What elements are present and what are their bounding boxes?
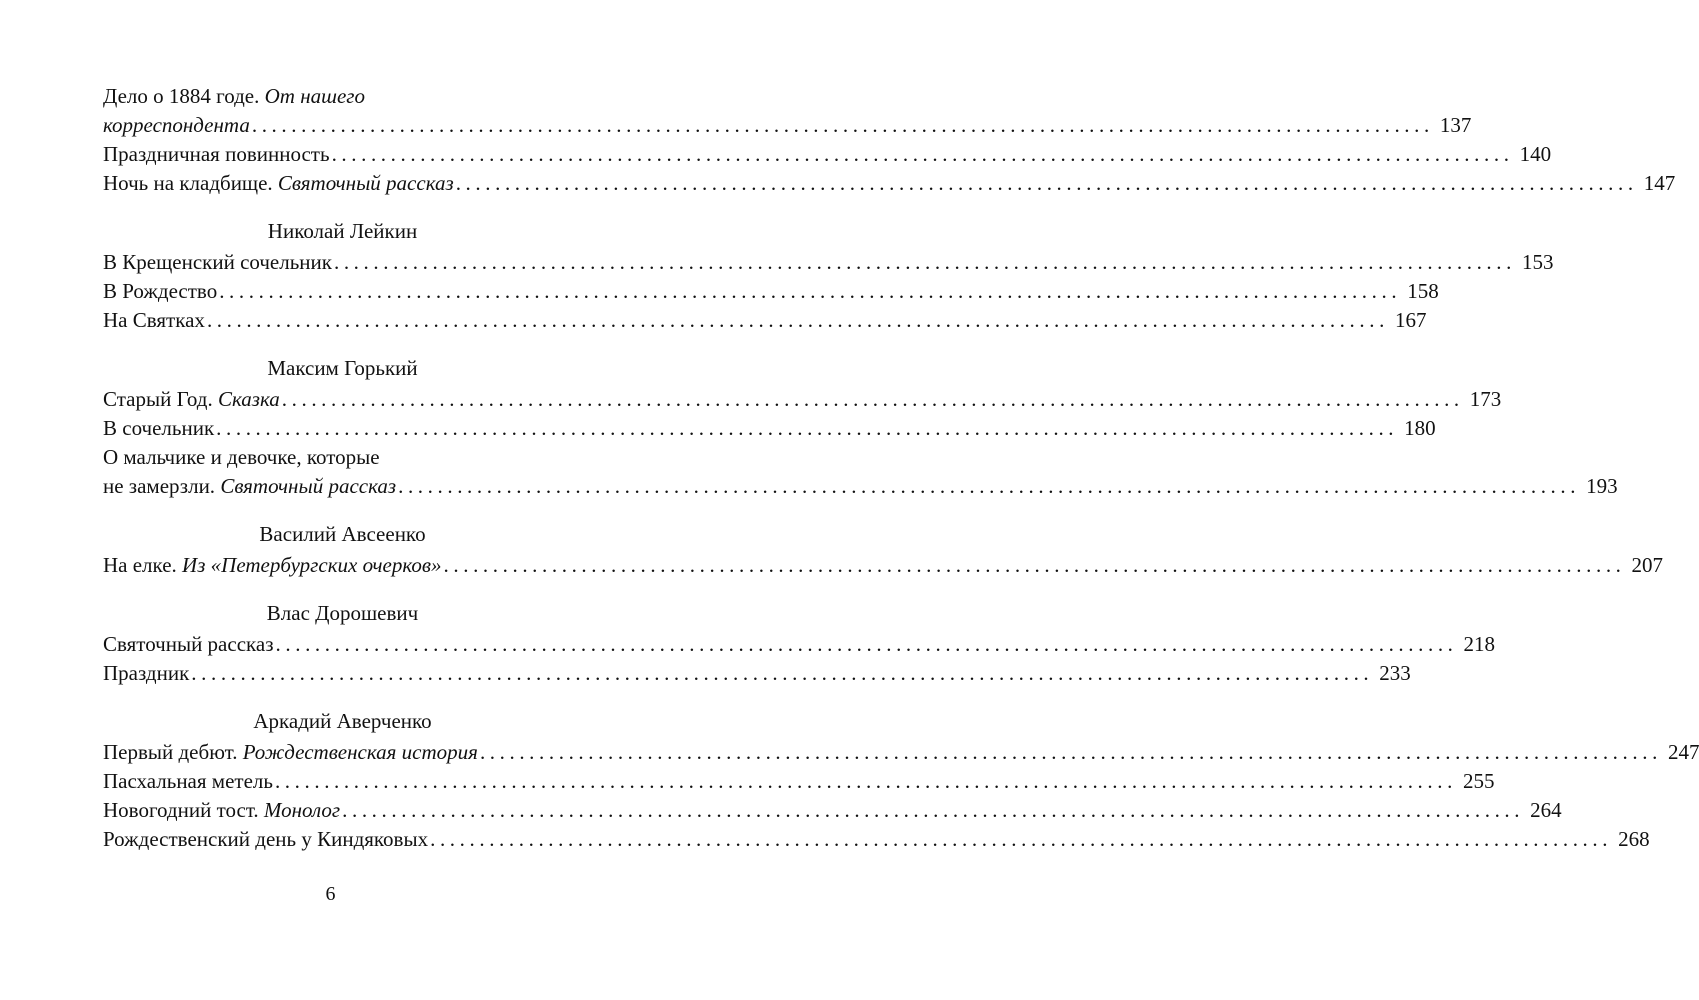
- dot-leader: ........................................................................................................................: [455, 171, 1638, 195]
- dot-leader: ........................................................................................................................: [430, 827, 1613, 851]
- toc-entry[interactable]: [103, 385, 1502, 414]
- toc-entry[interactable]: [103, 111, 1472, 140]
- entry-title: В сочельник: [103, 416, 215, 440]
- dot-leader: ........................................................................................................................: [281, 387, 1464, 411]
- dot-leader: ........................................................................................................................: [398, 474, 1581, 498]
- dot-leader: ........................................................................................................................: [331, 142, 1514, 166]
- entry-subtitle: корреспондента: [103, 113, 250, 137]
- dot-leader: ........................................................................................................................: [274, 769, 1457, 793]
- author-heading: Аркадий Аверченко: [253, 709, 432, 733]
- toc-entry[interactable]: [103, 248, 1554, 277]
- toc-entry[interactable]: [103, 414, 1436, 443]
- entry-title: Праздничная повинность: [103, 142, 330, 166]
- dot-leader: ........................................................................................................................: [333, 250, 1516, 274]
- dot-leader: ........................................................................................................................: [251, 113, 1434, 137]
- toc-entry[interactable]: [103, 472, 1618, 501]
- dot-leader: ........................................................................................................................: [191, 661, 1374, 685]
- page-ref: 193: [1586, 474, 1618, 498]
- page-ref: 247: [1667, 740, 1699, 764]
- dot-leader: ........................................................................................................................: [443, 553, 1626, 577]
- page-ref: 158: [1407, 279, 1439, 303]
- author-heading: Николай Лейкин: [267, 219, 418, 243]
- page-ref: 167: [1394, 308, 1427, 332]
- toc-entry[interactable]: [103, 306, 1427, 335]
- page-ref: 255: [1462, 769, 1495, 793]
- dot-leader: ........................................................................................................................: [216, 416, 1399, 440]
- entry-title: Рождественский день у Киндяковых: [103, 827, 429, 851]
- author-heading: Василий Авсеенко: [259, 522, 426, 546]
- page-ref: 233: [1379, 661, 1411, 685]
- entry-title: не замерзли. Святочный рассказ: [103, 474, 397, 498]
- entry-title: Праздник: [103, 661, 190, 685]
- page-ref: 180: [1404, 416, 1436, 440]
- page-ref: 137: [1439, 113, 1472, 137]
- dot-leader: ........................................................................................................................: [342, 798, 1525, 822]
- author-heading: Влас Дорошевич: [266, 601, 419, 625]
- entry-title: На елке. Из «Петербургских очерков»: [103, 553, 442, 577]
- entry-title: Первый дебют. Рождественская история: [103, 740, 478, 764]
- toc-entry[interactable]: [103, 630, 1496, 659]
- toc-entry[interactable]: [103, 551, 1664, 580]
- toc-entry-title-line: [103, 443, 582, 472]
- entry-title: На Святках: [103, 308, 205, 332]
- toc-entry-title-line: [103, 82, 582, 111]
- entry-title: Пасхальная метель: [103, 769, 273, 793]
- page-ref: 173: [1469, 387, 1502, 411]
- page-ref: 264: [1530, 798, 1562, 822]
- dot-leader: ........................................................................................................................: [479, 740, 1662, 764]
- dot-leader: ........................................................................................................................: [275, 632, 1458, 656]
- dot-leader: ........................................................................................................................: [206, 308, 1389, 332]
- toc-entry[interactable]: [103, 140, 1552, 169]
- page-ref: 268: [1618, 827, 1650, 851]
- entry-title: Ночь на кладбище. Святочный рассказ: [103, 171, 454, 195]
- author-heading: Максим Горький: [267, 356, 418, 380]
- page-ref: 147: [1643, 171, 1676, 195]
- page-ref: 218: [1463, 632, 1496, 656]
- page-number: 6: [325, 883, 336, 905]
- dot-leader: ........................................................................................................................: [219, 279, 1402, 303]
- entry-title: О мальчике и девочке, которые: [103, 445, 380, 469]
- entry-title: Старый Год. Сказка: [103, 387, 280, 411]
- toc-entry[interactable]: [103, 659, 1411, 688]
- entry-title: Дело о 1884 годе. От нашего: [103, 84, 365, 108]
- page-ref: 140: [1519, 142, 1552, 166]
- toc-entry[interactable]: [103, 825, 1650, 854]
- toc-entry[interactable]: [103, 796, 1562, 825]
- entry-title: Святочный рассказ: [103, 632, 274, 656]
- toc-entry[interactable]: [103, 738, 1699, 767]
- page-ref: 207: [1631, 553, 1664, 577]
- toc-entry[interactable]: [103, 277, 1439, 306]
- toc-entry[interactable]: [103, 169, 1676, 198]
- page-ref: 153: [1521, 250, 1554, 274]
- table-of-contents: [103, 82, 1699, 854]
- entry-title: В Рождество: [103, 279, 218, 303]
- toc-entry[interactable]: [103, 767, 1495, 796]
- entry-title: Новогодний тост. Монолог: [103, 798, 341, 822]
- entry-title: В Крещенский сочельник: [103, 250, 332, 274]
